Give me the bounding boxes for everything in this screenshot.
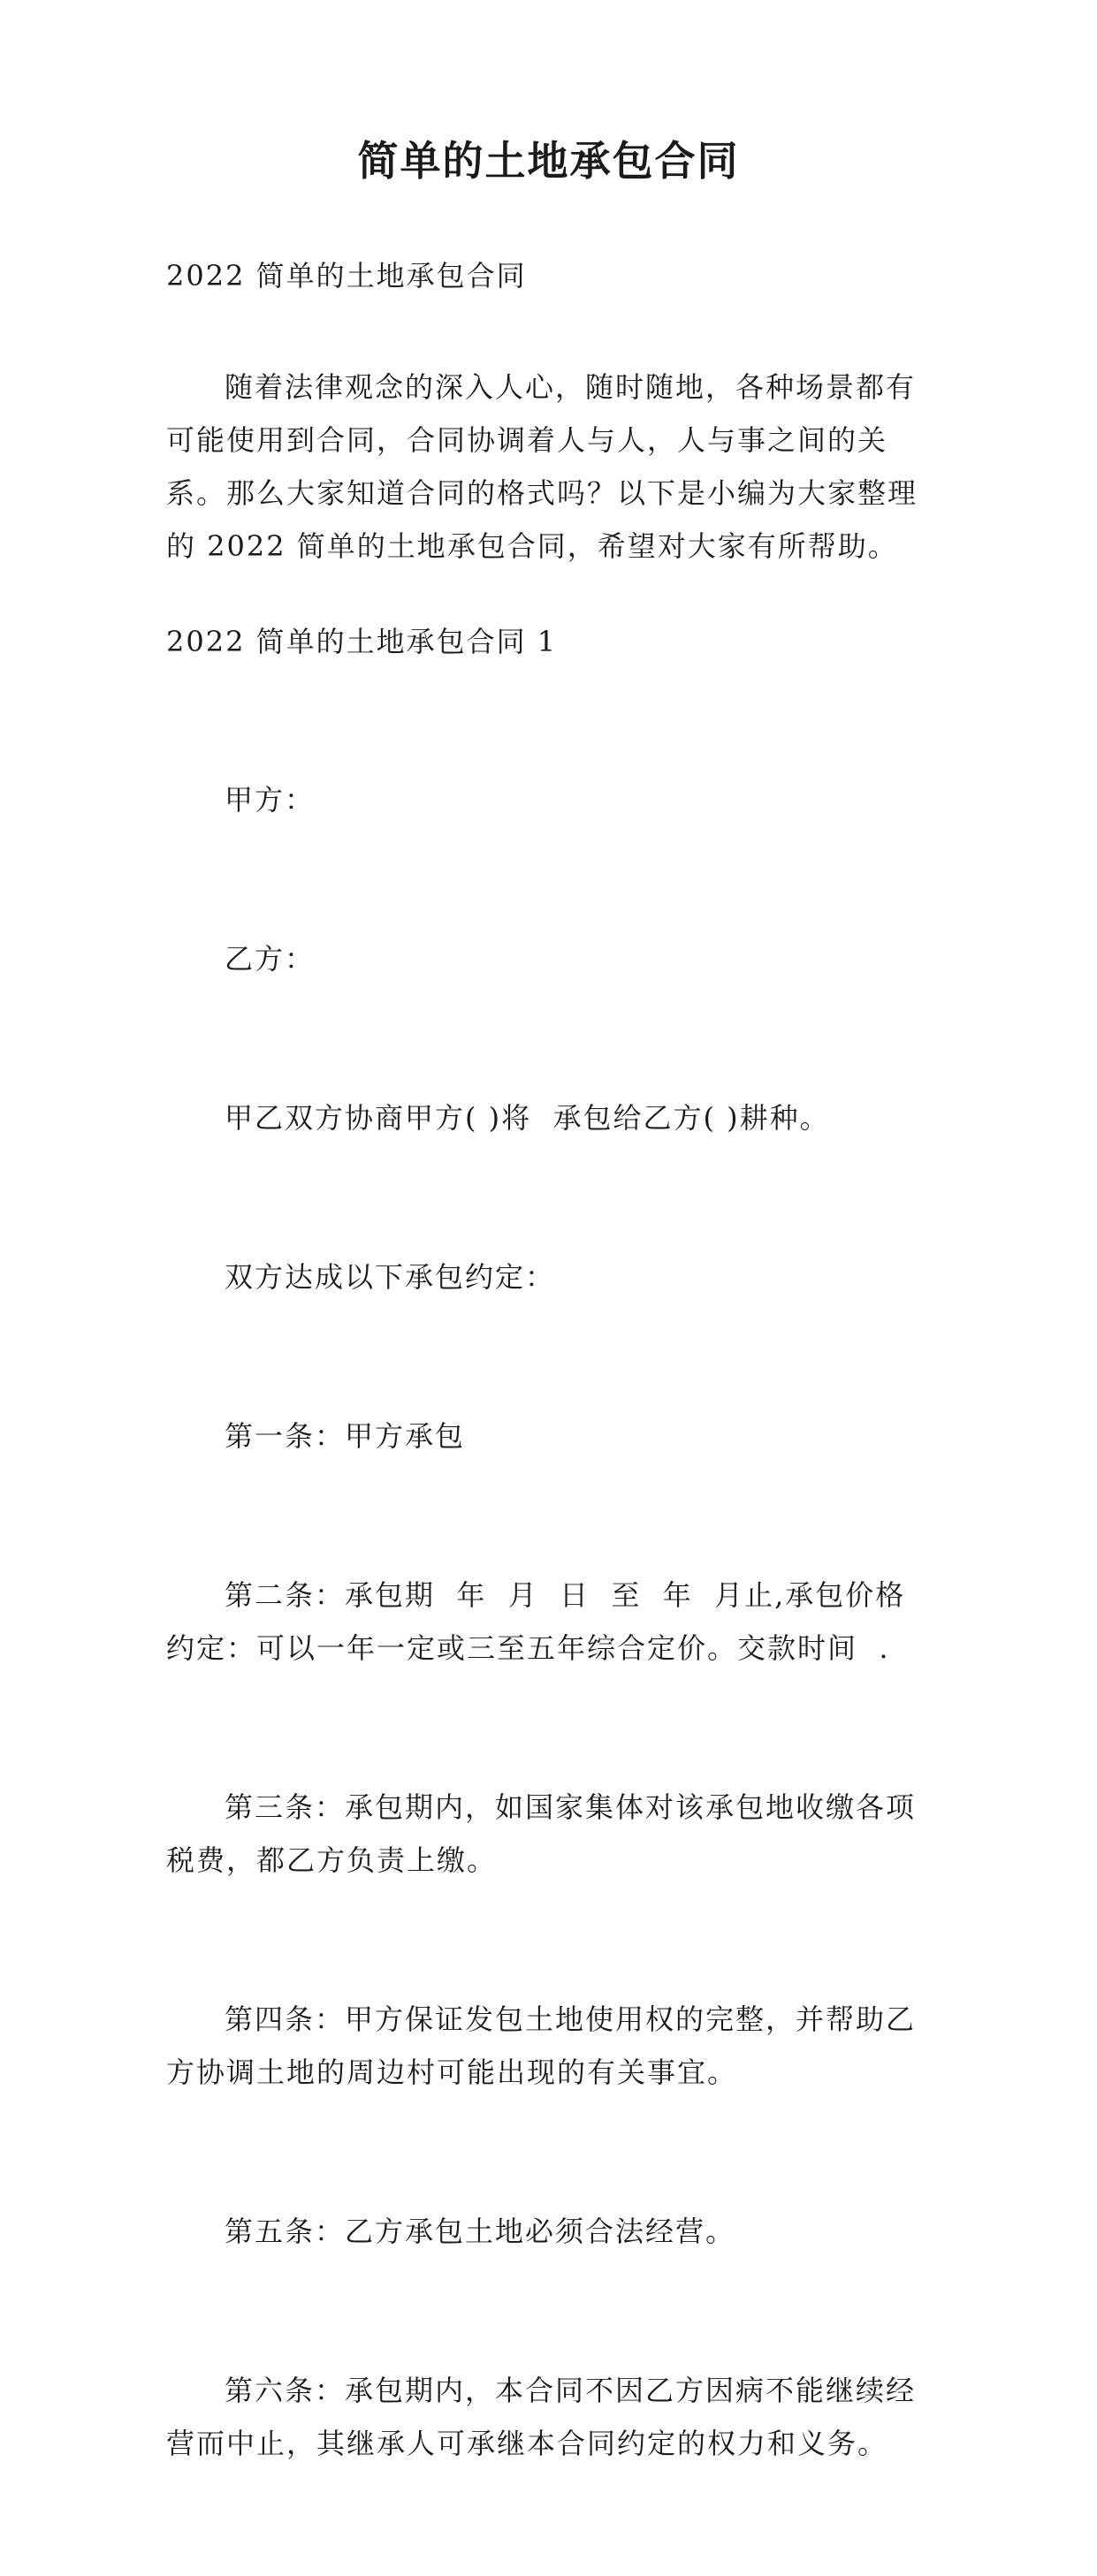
intro-paragraph: 随着法律观念的深入人心，随时随地，各种场景都有可能使用到合同，合同协调着人与人，人与事之间的关系。那么大家知道合同的格式吗？以下是小编为大家整理的 2022 简单的土地承包合同，希望对大家有所帮助。	[166, 370, 918, 563]
document-title: 简单的土地承包合同	[357, 137, 740, 185]
article-2: 第二条：承包期 年 月 日 至 年 月止,承包价格约定：可以一年一定或三至五年综合定价。交款时间 .	[166, 1578, 906, 1665]
party-a-line: 甲方：	[225, 783, 316, 817]
terms-intro-line: 双方达成以下承包约定：	[225, 1260, 556, 1294]
agreement-line: 甲乙双方协商甲方( )将 承包给乙方( )耕种。	[225, 1101, 830, 1135]
section-heading: 2022 简单的土地承包合同 1	[166, 625, 558, 658]
contract-body	[166, 667, 933, 2576]
article-3: 第三条：承包期内，如国家集体对该承包地收缴各项税费，都乙方负责上缴。	[166, 1790, 917, 1877]
document-subtitle: 2022 简单的土地承包合同	[166, 259, 527, 293]
article-5: 第五条：乙方承包土地必须合法经营。	[225, 2215, 736, 2248]
article-4: 第四条：甲方保证发包土地使用权的完整，并帮助乙方协调土地的周边村可能出现的有关事宜。	[166, 2002, 917, 2089]
article-1: 第一条：甲方承包	[225, 1419, 466, 1453]
article-6: 第六条：承包期内，本合同不因乙方因病不能继续经营而中止，其继承人可承继本合同约定的权力和义务。	[166, 2374, 917, 2460]
party-b-line: 乙方：	[225, 942, 316, 976]
